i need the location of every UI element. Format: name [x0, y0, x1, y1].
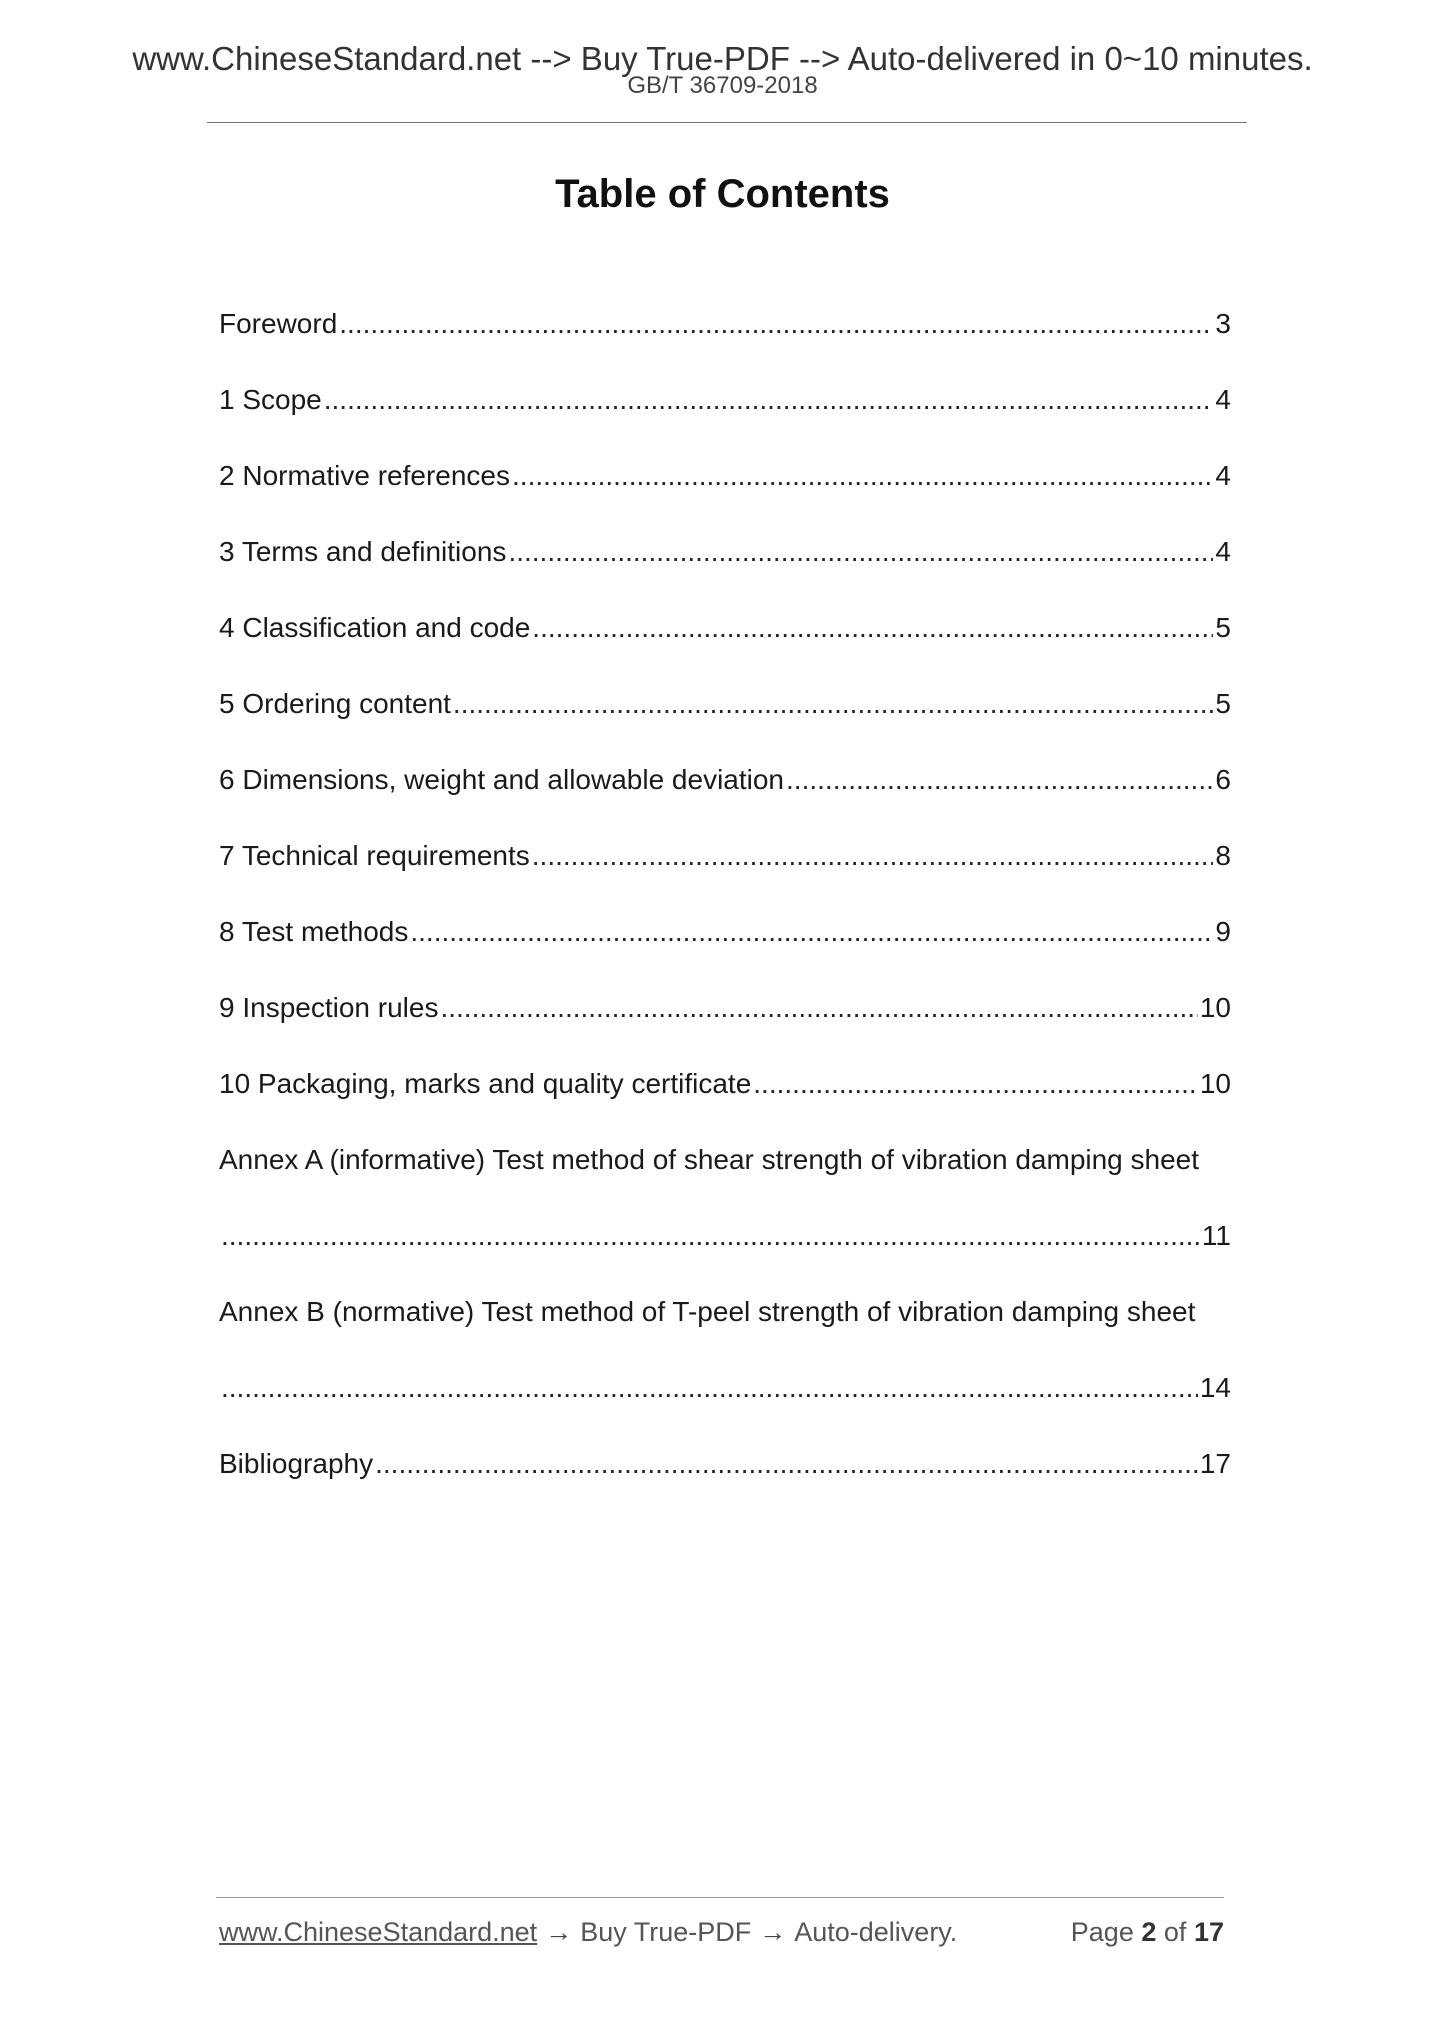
- header-divider: [207, 122, 1247, 123]
- toc-dot-leader: [440, 991, 1197, 1025]
- toc-entry-label: 3 Terms and definitions: [219, 536, 507, 567]
- toc-dot-leader: [532, 839, 1214, 873]
- toc-entry-annex-b[interactable]: [219, 1274, 1231, 1350]
- toc-entry-label: 6 Dimensions, weight and allowable deviation: [219, 764, 785, 795]
- toc-entry-page: 4: [1215, 536, 1231, 567]
- toc-entry-label: Bibliography: [219, 1448, 374, 1479]
- toc-dot-leader: [508, 535, 1213, 569]
- page-indicator: [1071, 1915, 1224, 1949]
- footer: [219, 1915, 1224, 1949]
- footer-step-delivery: Auto-delivery.: [794, 1917, 958, 1947]
- toc-dot-leader: [786, 763, 1213, 797]
- toc-dot-leader: [532, 611, 1213, 645]
- toc-entry-test-methods[interactable]: [219, 894, 1231, 970]
- toc-entry-technical-requirements[interactable]: [219, 818, 1231, 894]
- toc-entry-page: 17: [1199, 1448, 1231, 1479]
- toc-dot-leader: [753, 1067, 1198, 1101]
- toc-entry-bibliography[interactable]: [219, 1426, 1231, 1502]
- footer-step-buy: Buy True-PDF: [580, 1917, 752, 1947]
- toc-entry-page: 14: [1199, 1372, 1231, 1403]
- toc-entry-packaging[interactable]: [219, 1046, 1231, 1122]
- toc-entry-label: Annex A (informative) Test method of shear strength of vibration damping sheet: [219, 1144, 1200, 1175]
- toc-dot-leader: [221, 1371, 1198, 1405]
- footer-divider: [216, 1897, 1224, 1898]
- toc-entry-page: 5: [1215, 688, 1231, 719]
- toc-entry-label: 8 Test methods: [219, 916, 409, 947]
- page-word: Page: [1070, 1917, 1134, 1947]
- toc-entry-dimensions[interactable]: [219, 742, 1231, 818]
- toc-dot-leader: [339, 307, 1213, 341]
- toc-entry-label: 10 Packaging, marks and quality certificate: [219, 1068, 752, 1099]
- toc-entry-page: 8: [1215, 840, 1231, 871]
- right-arrow-icon: →: [759, 1917, 787, 1947]
- toc-entry-page: 5: [1215, 612, 1231, 643]
- toc-dot-leader: [410, 915, 1213, 949]
- toc-entry-label: 7 Technical requirements: [219, 840, 530, 871]
- toc-entry-label: 2 Normative references: [219, 460, 511, 491]
- toc-entry-ordering-content[interactable]: [219, 666, 1231, 742]
- toc-entry-page: 4: [1215, 460, 1231, 491]
- toc-entry-label: 9 Inspection rules: [219, 992, 439, 1023]
- toc-dot-leader: [453, 687, 1214, 721]
- toc-entry-scope[interactable]: [219, 362, 1231, 438]
- toc-entry-page: 3: [1215, 308, 1231, 339]
- of-word: of: [1163, 1917, 1187, 1947]
- toc-entry-normative-references[interactable]: [219, 438, 1231, 514]
- toc-entry-label: 5 Ordering content: [219, 688, 451, 719]
- toc-entry-page: 11: [1201, 1220, 1231, 1251]
- toc-dot-leader: [324, 383, 1214, 417]
- standard-code: GB/T 36709-2018: [627, 72, 818, 99]
- toc-entry-foreword[interactable]: [219, 286, 1231, 362]
- footer-site-link[interactable]: www.ChineseStandard.net: [219, 1917, 538, 1947]
- current-page-number: 2: [1141, 1917, 1157, 1947]
- toc-entry-annex-a-page[interactable]: [219, 1198, 1231, 1274]
- toc-dot-leader: [221, 1219, 1200, 1253]
- toc-entry-inspection-rules[interactable]: [219, 970, 1231, 1046]
- total-page-count: 17: [1193, 1917, 1224, 1947]
- toc-entry-label: 4 Classification and code: [219, 612, 531, 643]
- toc-entry-page: 4: [1215, 384, 1231, 415]
- toc-dot-leader: [375, 1447, 1198, 1481]
- toc-entry-page: 9: [1215, 916, 1231, 947]
- toc-entry-label: Annex B (normative) Test method of T-peel strength of vibration damping sheet: [219, 1296, 1196, 1327]
- toc-entry-annex-b-page[interactable]: [219, 1350, 1231, 1426]
- right-arrow-icon: →: [545, 1917, 573, 1947]
- toc-entry-annex-a[interactable]: [219, 1122, 1231, 1198]
- toc-entry-page: 10: [1199, 1068, 1231, 1099]
- toc-entry-label: Foreword: [219, 308, 338, 339]
- toc-entry-terms-definitions[interactable]: [219, 514, 1231, 590]
- toc-list: [219, 286, 1231, 1502]
- toc-entry-label: 1 Scope: [219, 384, 322, 415]
- toc-entry-page: 10: [1199, 992, 1231, 1023]
- toc-title: Table of Contents: [555, 172, 890, 216]
- banner-text: www.ChineseStandard.net --> Buy True-PDF --> Auto-delivered in 0~10 minutes.: [132, 40, 1313, 77]
- toc-entry-page: 6: [1215, 764, 1231, 795]
- toc-entry-classification-code[interactable]: [219, 590, 1231, 666]
- toc-dot-leader: [512, 459, 1213, 493]
